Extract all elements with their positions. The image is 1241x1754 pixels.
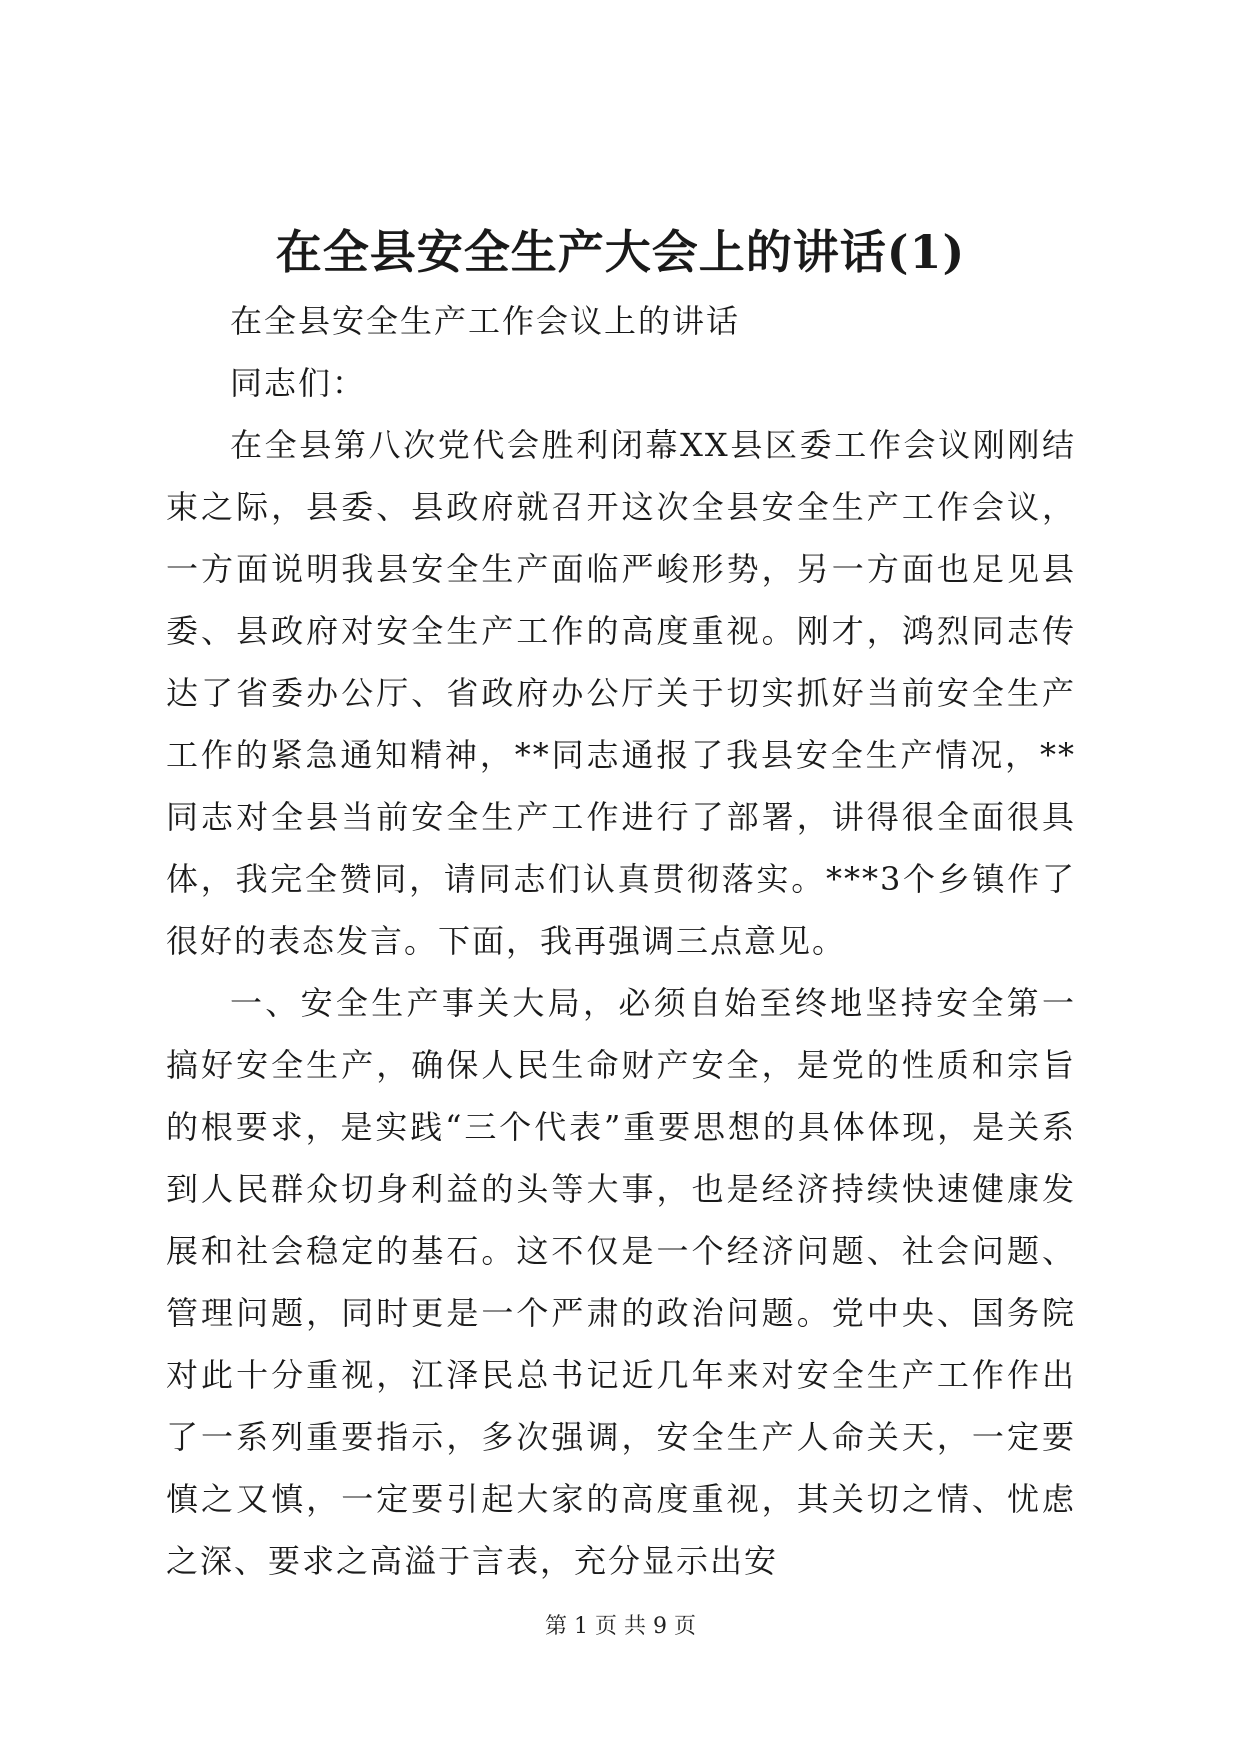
document-body [166, 290, 1076, 1592]
section-one-paragraph: 一、安全生产事关大局，必须自始至终地坚持安全第一搞好安全生产，确保人民生命财产安全，是党的性质和宗旨的根要求，是实践“三个代表”重要思想的具体体现，是关系到人民群众切身利益的头等大事，也是经济持续快速健康发展和社会稳定的基石。这不仅是一个经济问题、社会问题、管理问题，同时更是一个严肃的政治问题。党中央、国务院对此十分重视，江泽民总书记近几年来对安全生产工作作出了一系列重要指示，多次强调，安全生产人命关天，一定要慎之又慎，一定要引起大家的高度重视，其关切之情、忧虑之深、要求之高溢于言表，充分显示出安 [166, 984, 1076, 1580]
intro-paragraph: 在全县第八次党代会胜利闭幕XX县区委工作会议刚刚结束之际，县委、县政府就召开这次全县安全生产工作会议，一方面说明我县安全生产面临严峻形势，另一方面也足见县委、县政府对安全生产工作的高度重视。刚才，鸿烈同志传达了省委办公厅、省政府办公厅关于切实抓好当前安全生产工作的紧急通知精神，**同志通报了我县安全生产情况，**同志对全县当前安全生产工作进行了部署，讲得很全面很具体，我完全赞同，请同志们认真贯彻落实。***3个乡镇作了很好的表态发言。下面，我再强调三点意见。 [166, 426, 1076, 960]
page-footer: 第 1 页 共 9 页 [545, 1614, 696, 1639]
salutation-paragraph: 同志们： [230, 364, 367, 402]
document-title: 在全县安全生产大会上的讲话(1) [275, 225, 966, 279]
subtitle-paragraph: 在全县安全生产工作会议上的讲话 [230, 302, 741, 340]
